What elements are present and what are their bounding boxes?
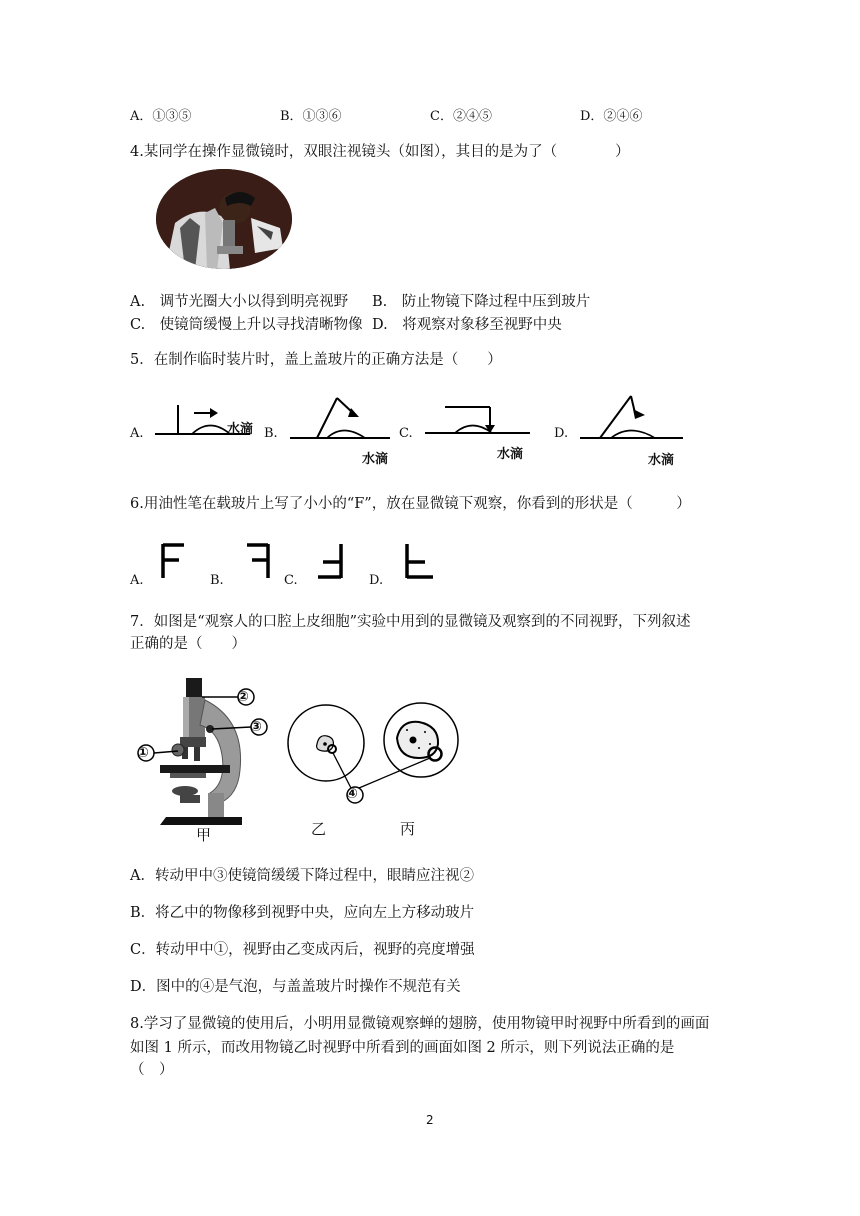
q7-stem-line1: 7．如图是“观察人的口腔上皮细胞”实验中用到的显微镜及观察到的不同视野，下列叙述 — [130, 614, 691, 630]
letter-f-mirrored — [243, 542, 273, 580]
marker-3: ③ — [250, 719, 262, 735]
figure-label-bing: 丙 — [400, 820, 416, 838]
q3-option-d: D．②④⑥ — [580, 109, 643, 124]
q4-option-c: C. 使镜筒缓慢上升以寻找清晰物像 — [130, 317, 363, 333]
letter-f-normal — [160, 542, 190, 580]
q5-label-a: A. — [130, 426, 144, 441]
q6-label-d: D. — [369, 573, 384, 588]
q8-stem-line2: 如图 1 所示，而改用物镜乙时视野中所看到的画面如图 2 所示，则下列说法正确的是 — [130, 1040, 675, 1056]
marker-1: ① — [137, 745, 149, 761]
q4-option-d: D. 将观察对象移至视野中央 — [372, 317, 562, 333]
water-drop-label-c: 水滴 — [497, 447, 524, 462]
q6-label-c: C. — [284, 573, 298, 588]
q6-label-b: B. — [210, 573, 224, 588]
page-number: 2 — [426, 1113, 434, 1127]
q6-label-a: A. — [130, 573, 144, 588]
letter-f-flipped-vertical — [403, 542, 437, 580]
figure-label-jia: 甲 — [196, 826, 212, 844]
field-of-view-figures — [285, 700, 465, 810]
q7-option-b: B．将乙中的物像移到视野中央，应向左上方移动玻片 — [130, 905, 475, 921]
q5-label-d: D. — [554, 426, 569, 441]
coverslip-diagram-b — [285, 395, 400, 445]
marker-2: ② — [237, 689, 249, 705]
q3-option-b: B．①③⑥ — [280, 109, 342, 124]
q4-option-a: A. 调节光圈大小以得到明亮视野 — [130, 294, 349, 310]
q4-photo — [155, 168, 293, 270]
q8-stem-line3: （ ） — [130, 1062, 174, 1078]
figure-label-yi: 乙 — [311, 820, 327, 838]
q5-label-c: C. — [399, 426, 413, 441]
coverslip-diagram-c — [420, 400, 535, 445]
q6-stem: 6.用油性笔在载玻片上写了小小的“F”，放在显微镜下观察，你看到的形状是（ ） — [130, 496, 691, 512]
q7-option-d: D．图中的④是气泡，与盖盖玻片时操作不规范有关 — [130, 979, 461, 995]
q5-label-b: B. — [264, 426, 278, 441]
q7-option-c: C．转动甲中①，视野由乙变成丙后，视野的亮度增强 — [130, 942, 475, 958]
coverslip-diagram-d — [575, 393, 690, 445]
q8-stem-line1: 8.学习了显微镜的使用后，小明用显微镜观察蝉的翅膀，使用物镜甲时视野中所看到的画面 — [130, 1016, 710, 1032]
water-drop-label-a: 水滴 — [227, 422, 254, 437]
q4-stem: 4.某同学在操作显微镜时，双眼注视镜头（如图），其目的是为了（ ） — [130, 144, 630, 160]
q3-option-c: C．②④⑤ — [430, 109, 492, 124]
water-drop-label-d: 水滴 — [648, 453, 675, 468]
student-microscope-photo — [155, 168, 293, 270]
q3-option-a: A．①③⑤ — [130, 109, 192, 124]
marker-4: ④ — [346, 786, 358, 802]
q7-option-a: A．转动甲中③使镜筒缓缓下降过程中，眼睛应注视② — [130, 868, 474, 884]
water-drop-label-b: 水滴 — [362, 452, 389, 467]
q7-stem-line2: 正确的是（ ） — [130, 636, 246, 652]
q5-stem: 5．在制作临时装片时，盖上盖玻片的正确方法是（ ） — [130, 352, 502, 368]
letter-f-rotated — [314, 542, 346, 580]
q4-option-b: B. 防止物镜下降过程中压到玻片 — [372, 294, 591, 310]
